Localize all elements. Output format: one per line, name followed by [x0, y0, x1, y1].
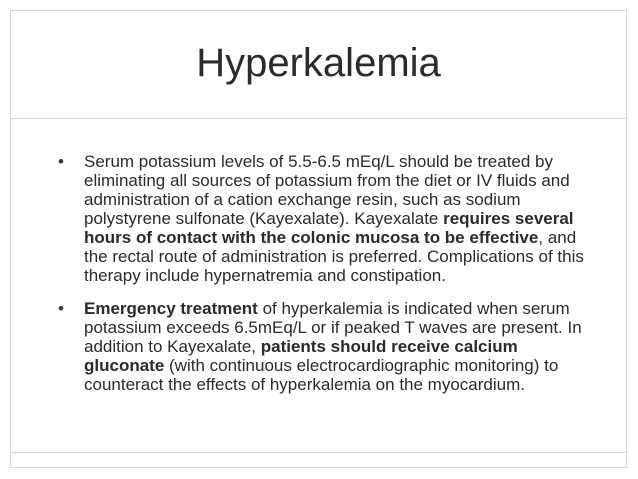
- bullet-text: of hyperkalemia is indicated when serum potassium exceeds 6.5mEq/L or if peaked T waves are present. In addition to Kayexalate,: [84, 299, 582, 356]
- slide-title: Hyperkalemia: [196, 41, 441, 85]
- bullet-icon: •: [58, 299, 64, 318]
- bullet-text: , and the rectal route of administration is preferred. Complications of this therapy include hypernatremia and constipation.: [84, 228, 584, 285]
- bullet-text: Serum potassium levels of 5.5-6.5 mEq/L should be treated by eliminating all sources of potassium from the diet or IV fluids and administration of a cation exchange resin, such as sodium polystyrene sulfonate (Kayexalate). Kayexalate: [84, 152, 570, 228]
- bullet-text: (with continuous electrocardiographic monitoring) to counteract the effects of hyperkalemia on the myocardium.: [84, 356, 559, 394]
- bullet-item-serum-potassium: [48, 152, 588, 285]
- bullet-emphasis: Emergency treatment: [84, 299, 258, 318]
- bullet-icon: •: [58, 152, 64, 171]
- footer-divider: [10, 452, 627, 453]
- title-divider: [10, 118, 627, 119]
- bullet-list: [48, 152, 588, 394]
- bullet-emphasis: patients should receive calcium gluconate: [84, 337, 518, 375]
- bullet-item-emergency-treatment: [48, 299, 588, 394]
- bullet-emphasis: requires several hours of contact with the colonic mucosa to be effective: [84, 209, 574, 247]
